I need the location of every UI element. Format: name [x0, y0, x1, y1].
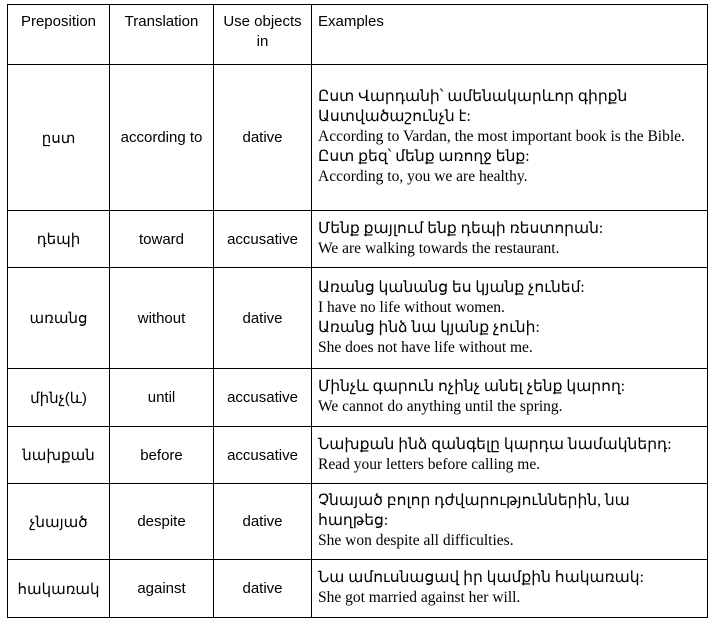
example-line: We are walking towards the restaurant.: [318, 239, 560, 257]
example-line: She got married against her will.: [318, 589, 521, 606]
example-line: She won despite all difficulties.: [318, 532, 514, 549]
table-row: [8, 65, 708, 211]
case-cell: dative: [214, 484, 312, 560]
example-line: Առանց ինձ նա կյանք չունի:: [318, 318, 540, 336]
examples-cell: [312, 268, 708, 369]
translation-cell: toward: [110, 211, 214, 268]
examples-cell: [312, 560, 708, 618]
preposition-cell: առանց: [8, 268, 110, 369]
preposition-cell: ըստ: [8, 65, 110, 211]
table-row: [8, 268, 708, 369]
case-cell: accusative: [214, 427, 312, 484]
preposition-cell: հակառակ: [8, 560, 110, 618]
header-examples: Examples: [312, 5, 708, 65]
table-row: [8, 427, 708, 484]
header-use-objects: Use objects in: [214, 5, 312, 65]
example-line: Առանց կանանց ես կյանք չունեմ:: [318, 278, 585, 296]
header-preposition: Preposition: [8, 5, 110, 65]
example-line: Նա ամուսնացավ իր կամքին հակառակ:: [318, 569, 644, 586]
example-line: According to Vardan, the most important book is the Bible.: [318, 128, 685, 145]
examples-cell: [312, 211, 708, 268]
example-line: I have no life without women.: [318, 298, 505, 316]
header-row: [8, 5, 708, 65]
table-row: [8, 369, 708, 427]
preposition-cell: չնայած: [8, 484, 110, 560]
translation-cell: according to: [110, 65, 214, 211]
preposition-cell: նախքան: [8, 427, 110, 484]
header-translation: Translation: [110, 5, 214, 65]
case-cell: dative: [214, 65, 312, 211]
example-line: Ըստ Վարդանի՝ ամենակարևոր գիրքն Աստվածաշունչն է:: [318, 88, 628, 125]
example-line: Մինչև գարուն ոչինչ անել չենք կարող:: [318, 378, 626, 395]
example-line: According to, you we are healthy.: [318, 168, 528, 185]
preposition-cell: մինչ(և): [8, 369, 110, 427]
examples-cell: [312, 427, 708, 484]
translation-cell: without: [110, 268, 214, 369]
example-line: She does not have life without me.: [318, 338, 533, 356]
examples-cell: [312, 65, 708, 211]
case-cell: dative: [214, 560, 312, 618]
prepositions-table: [7, 4, 708, 618]
table-row: [8, 211, 708, 268]
example-line: Read your letters before calling me.: [318, 455, 541, 473]
example-line: Մենք քայլում ենք դեպի ռեստորան:: [318, 219, 604, 237]
case-cell: accusative: [214, 211, 312, 268]
example-line: Նախքան ինձ զանգելը կարդա նամակներդ:: [318, 435, 672, 453]
translation-cell: before: [110, 427, 214, 484]
example-line: Ըստ քեզ՝ մենք առողջ ենք:: [318, 148, 530, 165]
example-line: We cannot do anything until the spring.: [318, 398, 563, 415]
example-line: Չնայած բոլոր դժվարություններին, նա հաղթեց:: [318, 492, 630, 529]
translation-cell: despite: [110, 484, 214, 560]
translation-cell: against: [110, 560, 214, 618]
preposition-cell: դեպի: [8, 211, 110, 268]
table-row: [8, 484, 708, 560]
examples-cell: [312, 484, 708, 560]
case-cell: accusative: [214, 369, 312, 427]
table-row: [8, 560, 708, 618]
translation-cell: until: [110, 369, 214, 427]
case-cell: dative: [214, 268, 312, 369]
examples-cell: [312, 369, 708, 427]
